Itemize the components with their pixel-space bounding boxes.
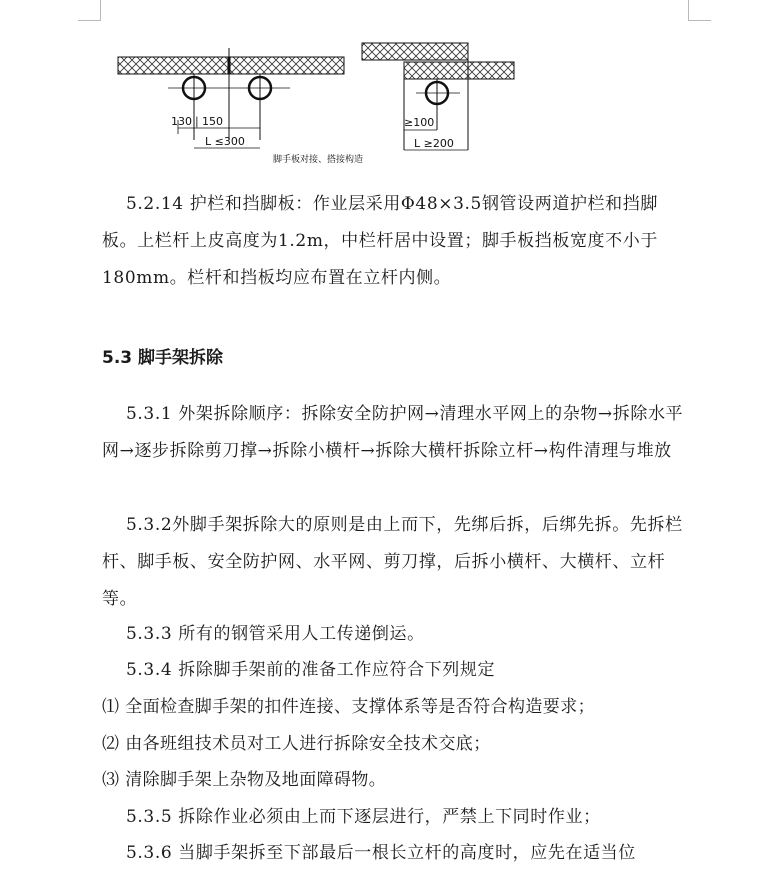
paragraph-5-3-3: 5.3.3 所有的钢管采用人工传递倒运。: [102, 624, 425, 644]
right-board-lower: [404, 62, 514, 79]
left-board-b: [230, 57, 344, 74]
svg-text:∣: ∣: [194, 115, 200, 128]
right-board-upper: [362, 43, 468, 60]
paragraph-5-2-14: 5.2.14 护栏和挡脚板：作业层采用Φ48×3.5钢管设两道护栏和挡脚板。上栏杆上皮高度为1.2m，中栏杆居中设置；脚手板挡板宽度不小于180mm。栏杆和挡板均应布置在立杆内侧。: [102, 194, 658, 288]
list-item-2: ⑵ 由各班组技术员对工人进行拆除安全技术交底；: [102, 734, 491, 754]
paragraph-5-3-1: 5.3.1 外架拆除顺序：拆除安全防护网→清理水平网上的杂物→拆除水平网→逐步拆除剪刀撑→拆除小横杆→拆除大横杆拆除立杆→构件清理与堆放: [102, 404, 684, 461]
paragraph-5-3-4: 5.3.4 拆除脚手架前的准备工作应符合下列规定: [102, 660, 496, 680]
left-board-a: [118, 57, 228, 74]
lap-joint-diagram: [362, 43, 514, 150]
left-dim-small: 130: [171, 115, 192, 128]
left-dim-large: 150: [202, 115, 223, 128]
list-item-1: ⑴ 全面检查脚手架的扣件连接、支撑体系等是否符合构造要求；: [102, 697, 596, 717]
right-dim-total: L ≥200: [414, 137, 454, 150]
right-dim-small: ≥100: [404, 116, 435, 129]
figure-caption: 脚手板对接、搭接构造: [273, 155, 364, 165]
butt-joint-diagram: [118, 48, 344, 148]
paragraph-5-3-5: 5.3.5 拆除作业必须由上而下逐层进行，严禁上下同时作业；: [102, 807, 601, 827]
left-dim-total: L ≤300: [205, 135, 245, 148]
scaffold-board-joint-figure: [0, 0, 783, 175]
list-item-3: ⑶ 清除脚手架上杂物及地面障碍物。: [102, 770, 387, 790]
paragraph-5-3-6: 5.3.6 当脚手架拆至下部最后一根长立杆的高度时，应先在适当位: [102, 843, 636, 863]
section-heading-5-3: 5.3 脚手架拆除: [102, 348, 224, 368]
paragraph-5-3-2: 5.3.2外脚手架拆除大的原则是由上而下，先绑后拆，后绑先拆。先拆栏杆、脚手板、安全防护网、水平网、剪刀撑，后拆小横杆、大横杆、立杆等。: [102, 515, 683, 609]
